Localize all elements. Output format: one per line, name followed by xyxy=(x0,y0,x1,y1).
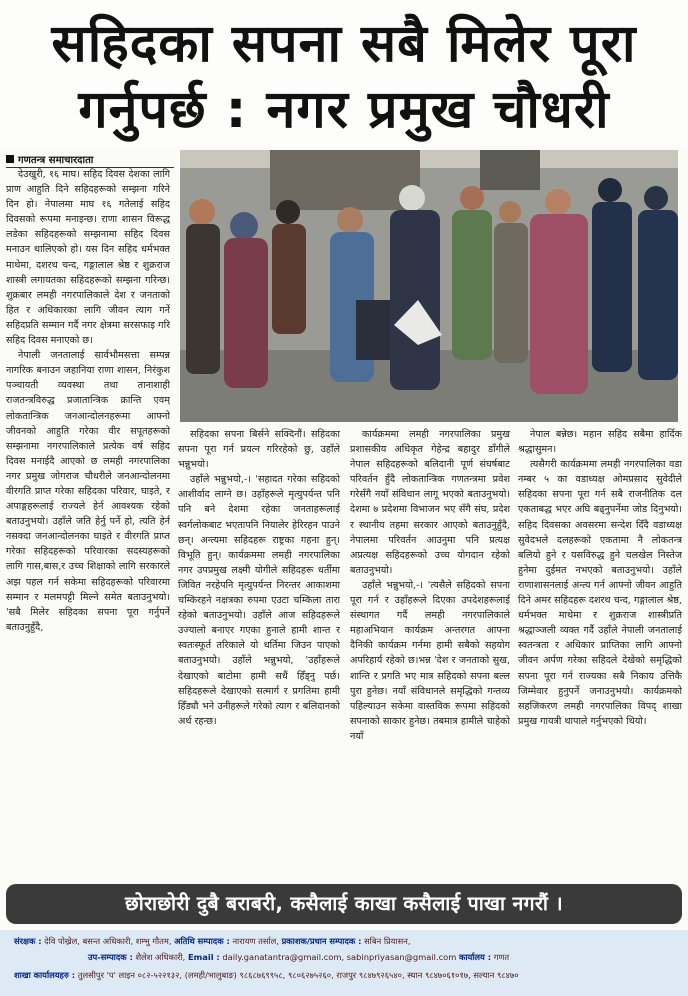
footer-row-3 xyxy=(14,968,519,982)
email-address: daily.ganatantra@gmail.com, sabinpriyasan@gmail.com xyxy=(222,952,457,962)
footer-row-1 xyxy=(14,934,411,948)
patron-label: संरक्षक : xyxy=(14,936,42,946)
slogan-banner: छोराछोरी दुबै बराबरी, कसैलाई काखा कसैलाई पाखा नगरौं । xyxy=(6,884,682,924)
column-3-paragraph-1: कार्यक्रममा लमही नगरपालिका प्रमुख प्रशासकीय अधिकृत गेहेन्द्र बहादुर डाँगीले नेपाल सहिदहरूको बलिदानी पूर्ण संघर्षबाट परिवर्तन हुँदै लोकतान्त्रिक गणतन्त्रमा प्रवेश गरेसँगै नयाँ संविधान लागू भएको बताउनुभयो। देशमा ७ प्रदेशमा विभाजन भए सँगै संघ, प्रदेश र स्थानीय तहमा सरकार आएको बताउनुहुँदै, नेपालमा परिवर्तन आउनुमा पनि प्रत्यक्ष अप्रत्यक्ष सहिदहरूको उच्च योगदान रहेको बताउनुभयो। xyxy=(350,429,510,576)
event-photo xyxy=(180,150,678,422)
article-column-4 xyxy=(518,427,682,885)
publisher-label: प्रकाशक/प्रधान सम्पादक : xyxy=(281,936,362,946)
publisher-name: सबिन प्रियासन, xyxy=(364,936,411,946)
column-2-paragraph-1: सहिदका सपना बिर्सने सक्दिनौं। सहिदका सपना पूरा गर्न प्रयत्न गरिरहेको छु, उहाँले भन्नुभयो। xyxy=(178,429,340,471)
patron-names: देवि पोख्रेल, बसन्त अधिकारी, शम्भु गौतम, xyxy=(44,936,172,946)
masthead-footer xyxy=(0,930,688,996)
column-4-paragraph-2: त्यसैगरी कार्यक्रममा लमही नगरपालिका वडा नम्बर ५ का वडाध्यक्ष ओमप्रसाद सुवेदीले सहिदका सपना पूरा गर्न सबै राजनीतिक दल एकताबद्ध भएर अघि बढ्नुपर्नेमा जोड दिनुभयो। सहिद दिवसका अवसरमा सन्देश दिँदै वडाध्यक्ष सुवेदभले दलहरूको एकतामा नै लोकतन्त्र बलियो हुने र यसविरुद्ध हुने चलखेल निस्तेज हुनेमा दुईमत नभएको बताउनुभयो। उहाँले राणाशासनलाई अन्त्य गर्न आफ्नो जीवन आहुति दिने अमर सहिदहरू दशरथ चन्द, गङ्गालाल श्रेष्ठ, धर्मभक्त माथेमा र शुक्रराज शास्त्रीप्रति श्रद्धाञ्जली व्यक्त गर्दै उहाँले नेपाली जनतालाई स्वतन्त्रता र अधिकार प्राप्तिका लागि आफ्नो जीवन अर्पण गरेका सहिदले देखेको समृद्धिको सपना पूरा गर्न राज्यका सबै निकाय उत्तिकै जिम्मेवार हुनुपर्ने जनाउनुभयो। कार्यक्रमको सहजिकरण लमही नगरपालिका विपद् शाखा प्रमुख गायत्री थापाले गर्नुभएको थियो। xyxy=(518,459,682,727)
headline xyxy=(0,0,688,146)
column-4-paragraph-1: नेपाल बन्नेछ। महान सहिद सबैमा हार्दिक श्रद्धासुमन। xyxy=(518,429,682,456)
event-photo-illustration xyxy=(180,150,678,422)
email-label: Email : xyxy=(187,952,220,962)
byline-square-icon xyxy=(6,155,14,163)
byline-text: गणतन्त्र समाचारदाता xyxy=(18,154,94,166)
article-column-2 xyxy=(178,427,340,885)
office-address: गणत xyxy=(493,952,510,962)
column-1-paragraph-1: देउखुरी, १६ माघ। सहिद दिवस देशका लागि प्राण आहुति दिने सहिदहरूको सम्झना गरिने दिन हो। नेपालमा माघ १६ गतेलाई सहिद दिवसको रूपमा मनाइन्छ। राणा शासन विरूद्ध लडेका सहिदहरूको सम्झनामा सहिद दिवस मनाउन थालिएको हो। यस दिन सहिद धर्मभक्त माथेमा, दशरथ चन्द, गङ्गालाल श्रेष्ठ र शुक्रराज शास्त्री लगायतका सहिदहरूको सम्झना गरिन्छ। शुक्रबार लमही नगरपालिकाले देश र जनताको हित र अधिकारका लागि जीवन त्याग गर्ने सहिदप्रति सम्मान गर्दै नगर क्षेत्रमा सरसफाइ गरि सहिद दिवस मनाएको छ। xyxy=(6,169,170,347)
branch-label: शाखा कार्यालयहरु : xyxy=(14,970,76,980)
headline-line-2: गर्नुपर्छ : नगर प्रमुख चौधरी xyxy=(78,80,610,140)
subeditor-label: उप-सम्पादक : xyxy=(88,952,133,962)
footer-row-2 xyxy=(88,950,509,964)
adviser-label: अतिथि सम्पादक : xyxy=(174,936,230,946)
adviser-name: नारायण तर्साल, xyxy=(232,936,279,946)
column-3-paragraph-2: उहाँले भन्नुभयो,-। 'त्यसैले सहिदको सपना पूरा गर्न र उहाँहरूले दिएका उपदेशहरूलाई संस्थागत गर्दै लमही नगरपालिकाले महाअभियान कार्यक्रम अन्तरगत आफ्ना दैनिकी कार्यक्रम गर्नमा हामी सबैको सहयोग अपरिहार्य रहेको छ।भन्न 'देश र जनताको सुख, शान्ति र प्रगति भए मात्र सहिदको सपना बल्ल पुरा हुनेछ। नयाँ संविधानले समृद्धिको गन्तव्य पहिल्याउन सकेमा वास्तविक रूपमा सहिदको सपनाको साकार हुनेछ। तबमात्र हामीले चाहेको नयाँ xyxy=(350,579,510,742)
article-column-1 xyxy=(6,167,170,885)
article-column-3 xyxy=(350,427,510,885)
headline-line-1: सहिदका सपना सबै मिलेर पूरा xyxy=(51,14,637,74)
subeditor-name: शैलेश अधिकारी, xyxy=(135,952,186,962)
column-2-paragraph-2: उहाँले भन्नुभयो,-। 'सहादत गरेका सहिदको आशीर्वाद लाग्ने छ। उहाँहरूले मृत्युपर्यन्त पनि पनि बने देशमा रहेका जनताहरूलाई स्वर्गलोकबाट भएतापनि नियालेर हेरिरहन पाउने छन्। अन्त्यमा सहिदहरू राष्ट्रका गहना हुन्। विभूति हुन्। कार्यक्रममा लमही नगरपालिका नगर उपप्रमुख लक्ष्मी योगीले सहिदहरू धर्तीमा जिवित नरहेपनि मृत्युपर्यन्त निरन्तर आकाशमा चम्किरहने नक्षत्रका रुपमा एउटा चम्किला तारा रहेको बताउनुभयो। उहाँले आज सहिदहरूले उज्यालो बनाएर गएका हुनाले हामी शान्त र स्वतःस्फूर्त तरिकाले यो धर्तिमा जिउन पाएको बताउनुभयो। उहाँले भन्नुभयो, 'उहाँहरूले देखाएको बाटोमा हामी सधैं हिँड्नु पर्छ। सहिदहरूले देखाएको सत्मार्ग र प्रगतिमा हामी हिँड्यौ भने उनीहरूले गरेको त्याग र बलिदानको अर्थ रहन्छ। xyxy=(178,474,340,727)
column-1-paragraph-2: नेपाली जनतालाई सार्वभौमसत्ता सम्पन्न नागरिक बनाउन जहानिया राणा शासन, निरंकुश पञ्चायती व्यवस्था तथा तानाशाही राजतन्त्रविरुद्ध प्रजातान्त्रिक क्रान्ति एवम् लोकतान्त्रिक जनआन्दोलनहरूमा आफ्नो जीवनको आहुति गरेका वीर सपूतहरूको सम्झनामा नगरपालिकाले प्रत्येक वर्ष सहिद दिवस मनाईदै आएको छ लमही नगरपालिका नगर प्रमुख जोगराज चौधरीले जनआन्दोलनमा वीरगति प्राप्त गरेका सहिदका परिवार, घाइते, र अपाङ्गहरूलाई राज्यले हेर्न आवश्यक रहेको बताउनुभयो। उहाँले जति हेर्नु पर्ने हो, त्यति हेर्न नसक्दा जनआन्दोलनका घाइते र वीरगति प्राप्त गरेका सहिदहरूको परिवारका सदस्यहरूको लागि गास,बास,र उच्च शिक्षाको लागि सरकारले अझ पहल गर्न सकेमा सहिदहरूको परिवारमा सम्मान र मलमपट्टी मिल्ने समेत बताउनुभयो। 'सबै मिलेर सहिदका सपना पूरा गर्नुपर्ने बताउनुहुँदै, xyxy=(6,350,170,633)
branch-list: तुलसीपुर 'प' लाइन ०८२-५२२१३२, (लमही/भालुबाङ) ९८६८७६९९५८, ९८०६२७५२६०, राजपुर ९८४७९२६५४०, स्थान ९८४७०६१०१७, सल्यान ९८४७० xyxy=(77,970,519,980)
byline xyxy=(6,151,174,166)
office-label: कार्यालय : xyxy=(458,952,492,962)
